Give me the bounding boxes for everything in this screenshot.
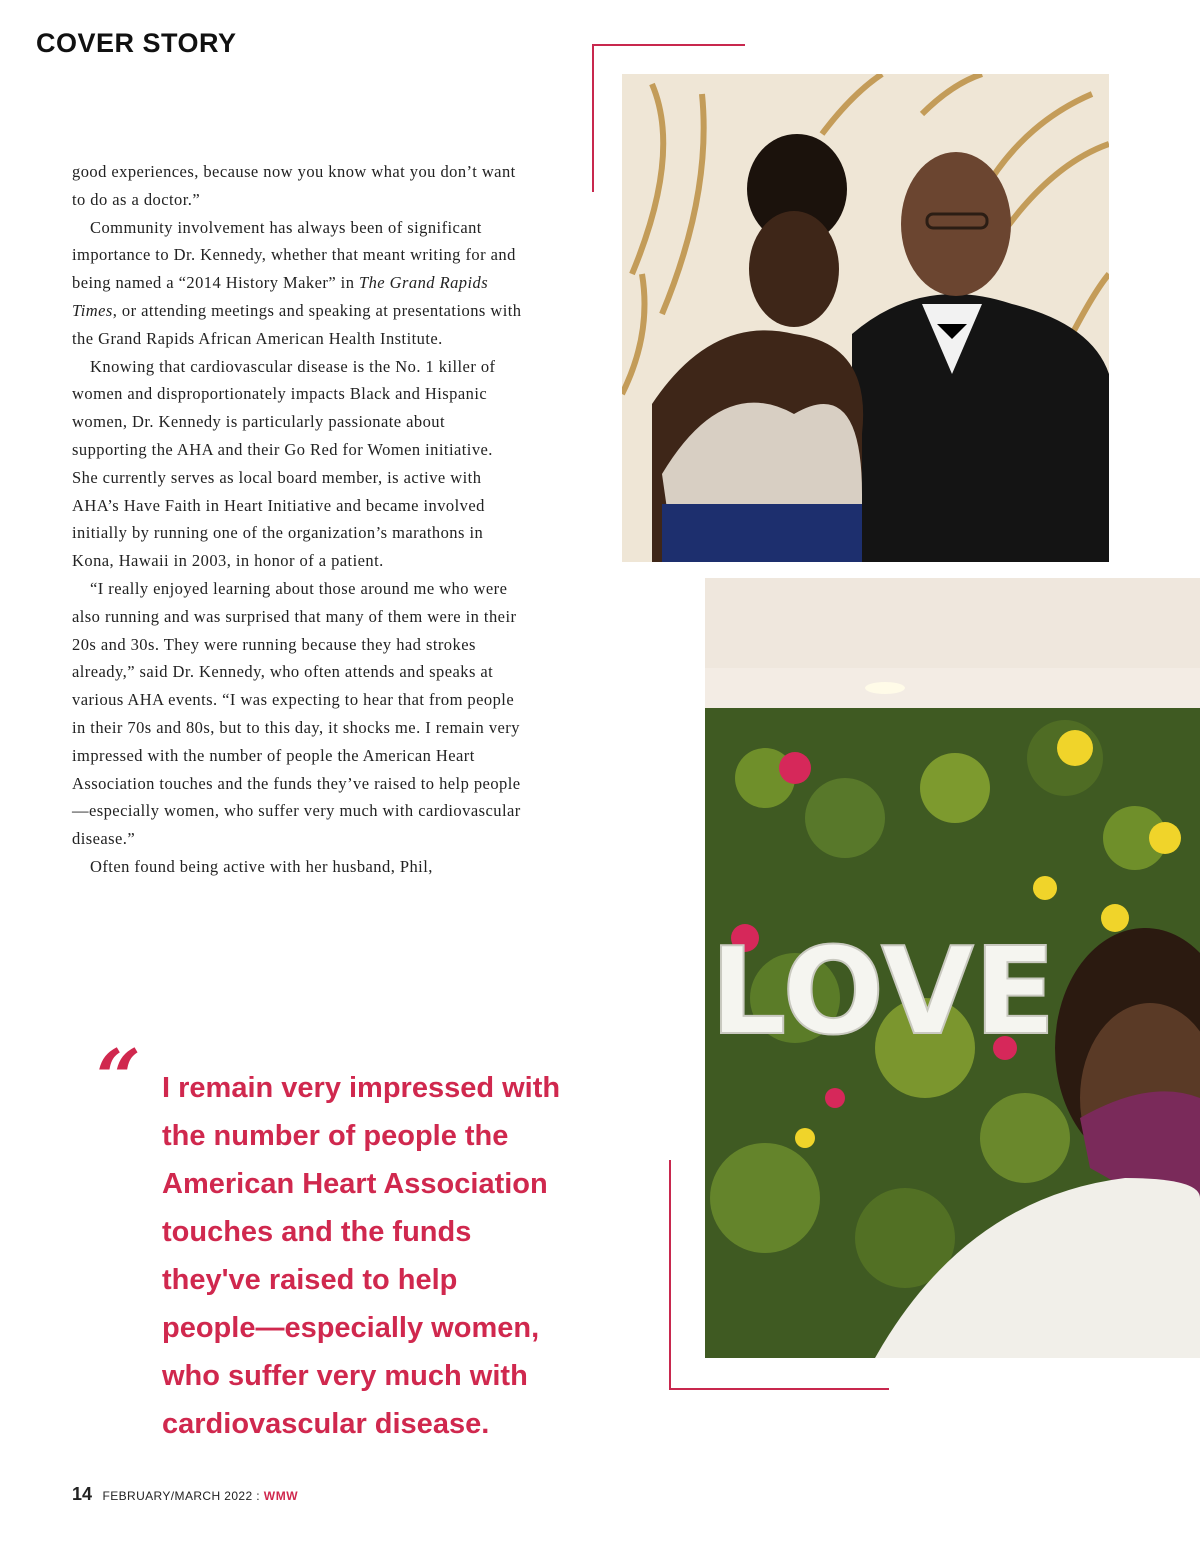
publication-name: The Grand Rapids Times xyxy=(72,273,489,320)
accent-line-bottom-h xyxy=(669,1388,889,1390)
pull-quote-line: the number of people the xyxy=(162,1120,509,1152)
pull-quote-line: who suffer very much with xyxy=(162,1360,528,1392)
couple-photo xyxy=(622,74,1109,562)
love-sign: LOVE xyxy=(710,923,1056,1062)
love-wall-photo xyxy=(705,578,1200,1358)
article-paragraph: good experiences, because now you know what you don’t want to do as a doctor.” xyxy=(72,162,516,209)
article-paragraph: Often found being active with her husband, Phil, xyxy=(90,856,433,876)
pull-quote-line: touches and the funds xyxy=(162,1216,472,1248)
page-footer xyxy=(72,1484,298,1505)
page-number: 14 xyxy=(72,1484,93,1504)
pull-quote-line: American Heart Association xyxy=(162,1168,548,1200)
article-paragraph: Community involvement has always been of significant importance to Dr. Kennedy, whether that meant writing for and being named a “2014 History Maker” in The Grand Rapids Times, or attending meetings and speaking at presentations with the Grand Rapids African American Health Institute. xyxy=(72,217,522,348)
accent-line-top-h xyxy=(592,44,745,46)
section-label: COVER STORY xyxy=(36,28,237,58)
article-body xyxy=(72,158,522,881)
pull-quote-line: I remain very impressed with xyxy=(162,1072,561,1104)
pull-quote-line: they've raised to help xyxy=(162,1264,458,1296)
magazine-brand: WMW xyxy=(263,1489,299,1503)
pull-quote-line: people—especially women, xyxy=(162,1312,540,1344)
accent-line-top-v xyxy=(592,44,594,192)
accent-line-bottom-v xyxy=(669,1160,671,1390)
quote-mark-icon: “ xyxy=(96,1033,141,1124)
article-paragraph: Knowing that cardiovascular disease is the No. 1 killer of women and disproportionately impacts Black and Hispanic women, Dr. Kennedy is particularly passionate about supporting the AHA and their Go Red for Women initiative. She currently serves as local board member, is active with AHA’s Have Faith in Heart Initiative and became involved initially by running one of the organization’s marathons in Kona, Hawaii in 2003, in honor of a patient. xyxy=(72,356,496,571)
article-paragraph: “I really enjoyed learning about those around me who were also running and was surprised that many of them were in their 20s and 30s. They were running because they had strokes already,” said Dr. Kennedy, who often attends and speaks at various AHA events. “I was expecting to hear that from people in their 70s and 80s, but to this day, it shocks me. I remain very impressed with the number of people the American Heart Association touches and the funds they’ve raised to help people—especially women, who suffer very much with cardiovascular disease.” xyxy=(72,578,521,849)
pull-quote xyxy=(162,1064,602,1448)
pull-quote-line: cardiovascular disease. xyxy=(162,1408,490,1440)
issue-date: FEBRUARY/MARCH 2022 : xyxy=(102,1489,264,1503)
